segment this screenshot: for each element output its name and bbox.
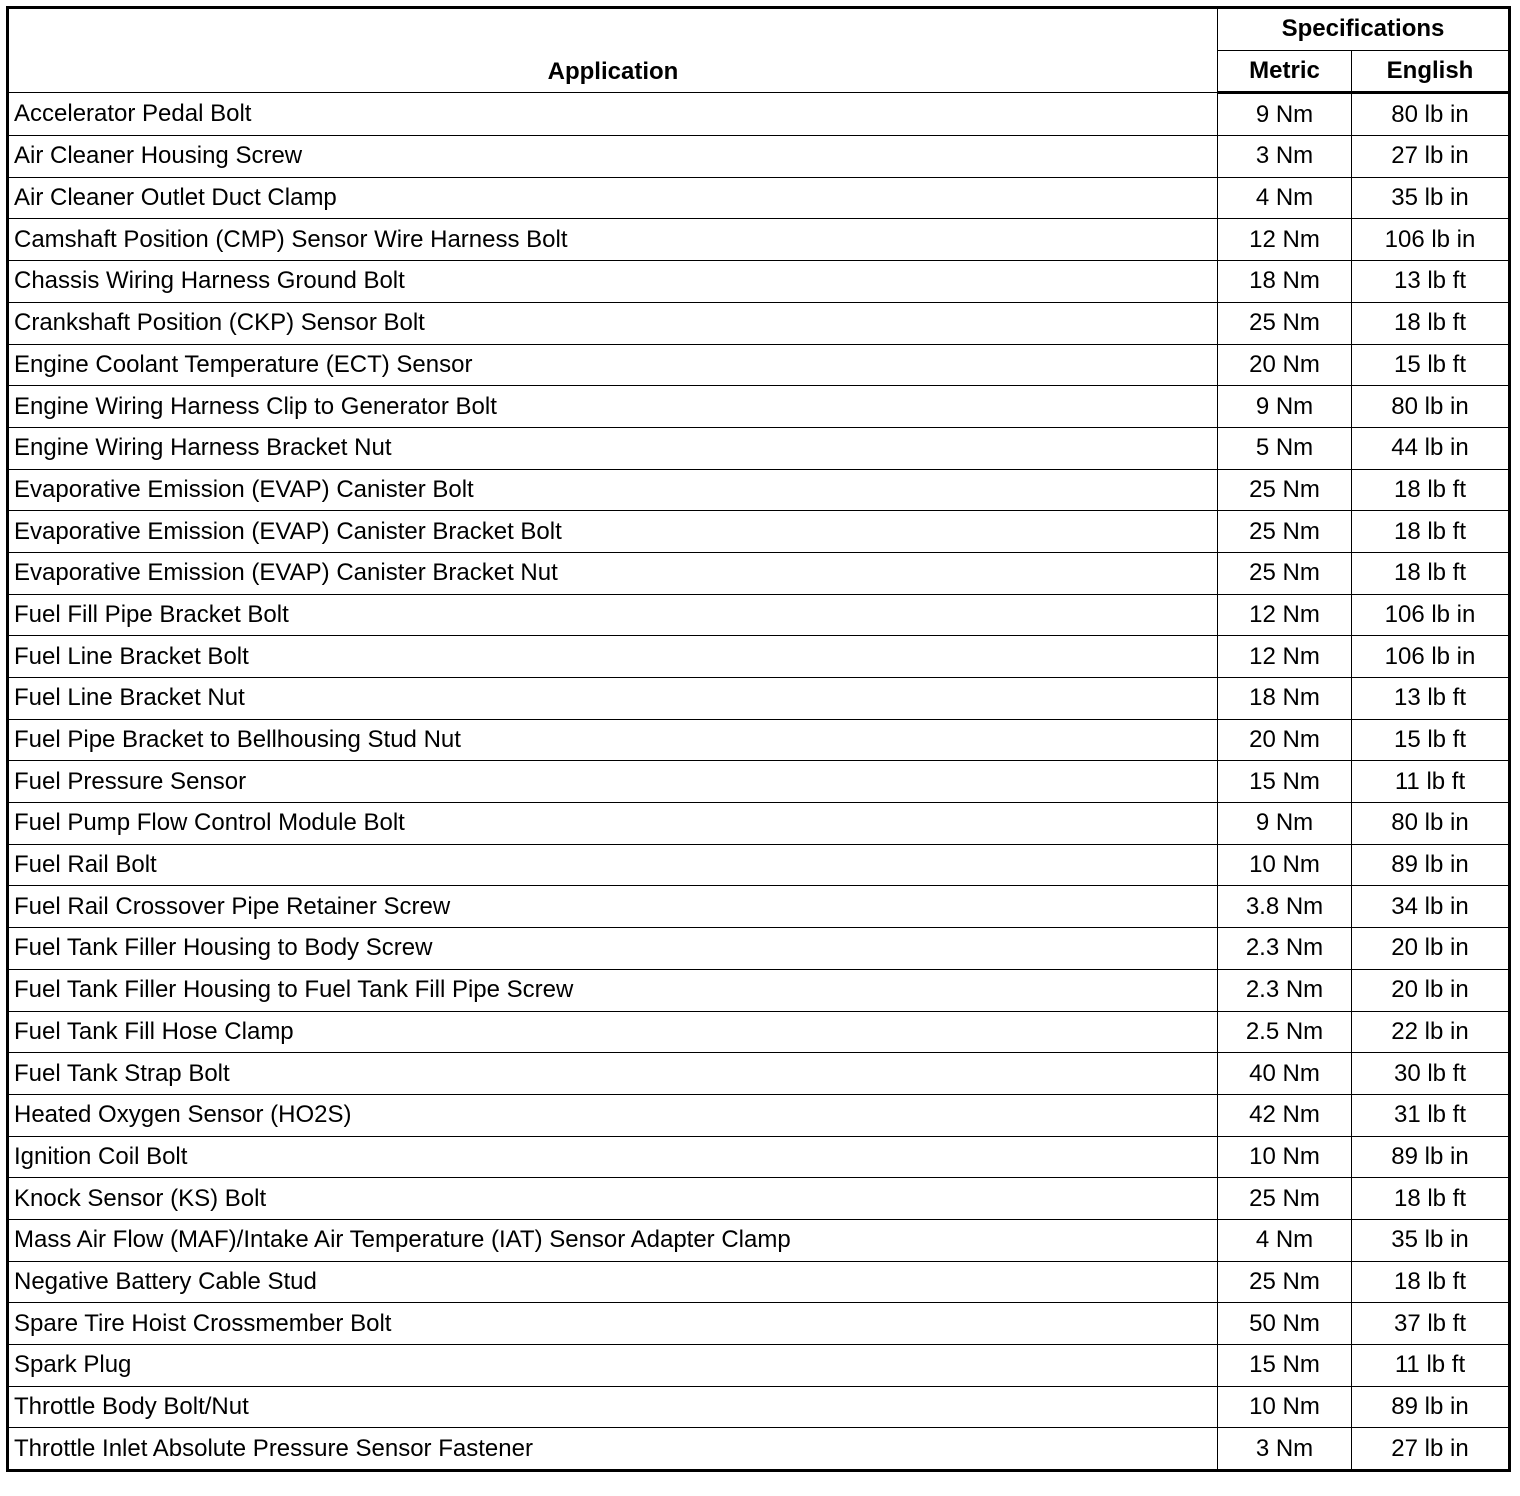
application-cell: Heated Oxygen Sensor (HO2S) xyxy=(8,1094,1218,1136)
application-cell: Evaporative Emission (EVAP) Canister Bolt xyxy=(8,469,1218,511)
metric-cell: 25 Nm xyxy=(1218,1178,1352,1220)
metric-cell: 2.3 Nm xyxy=(1218,928,1352,970)
english-cell: 15 lb ft xyxy=(1352,719,1510,761)
application-cell: Engine Coolant Temperature (ECT) Sensor xyxy=(8,344,1218,386)
application-cell: Fuel Line Bracket Bolt xyxy=(8,636,1218,678)
table-row xyxy=(8,886,1510,928)
table-row xyxy=(8,219,1510,261)
table-row xyxy=(8,552,1510,594)
english-cell: 11 lb ft xyxy=(1352,761,1510,803)
table-row xyxy=(8,1136,1510,1178)
application-cell: Fuel Fill Pipe Bracket Bolt xyxy=(8,594,1218,636)
table-row xyxy=(8,261,1510,303)
metric-cell: 18 Nm xyxy=(1218,261,1352,303)
table-row xyxy=(8,427,1510,469)
table-row xyxy=(8,969,1510,1011)
table-row xyxy=(8,761,1510,803)
english-cell: 106 lb in xyxy=(1352,594,1510,636)
application-cell: Ignition Coil Bolt xyxy=(8,1136,1218,1178)
torque-spec-table xyxy=(6,6,1511,1472)
metric-cell: 25 Nm xyxy=(1218,1261,1352,1303)
english-cell: 13 lb ft xyxy=(1352,261,1510,303)
application-cell: Knock Sensor (KS) Bolt xyxy=(8,1178,1218,1220)
table-row xyxy=(8,136,1510,178)
metric-cell: 42 Nm xyxy=(1218,1094,1352,1136)
table-header xyxy=(8,8,1510,93)
metric-cell: 40 Nm xyxy=(1218,1053,1352,1095)
english-cell: 89 lb in xyxy=(1352,1136,1510,1178)
metric-cell: 4 Nm xyxy=(1218,177,1352,219)
application-cell: Throttle Body Bolt/Nut xyxy=(8,1386,1218,1428)
application-cell: Fuel Rail Crossover Pipe Retainer Screw xyxy=(8,886,1218,928)
english-header: English xyxy=(1352,50,1510,93)
metric-cell: 5 Nm xyxy=(1218,427,1352,469)
table-row xyxy=(8,1345,1510,1387)
table-row xyxy=(8,93,1510,136)
metric-cell: 2.5 Nm xyxy=(1218,1011,1352,1053)
table-row xyxy=(8,1178,1510,1220)
english-cell: 18 lb ft xyxy=(1352,469,1510,511)
english-cell: 18 lb ft xyxy=(1352,552,1510,594)
table-row xyxy=(8,678,1510,720)
english-cell: 89 lb in xyxy=(1352,844,1510,886)
table-row xyxy=(8,1053,1510,1095)
metric-cell: 20 Nm xyxy=(1218,719,1352,761)
application-cell: Throttle Inlet Absolute Pressure Sensor Fastener xyxy=(8,1428,1218,1471)
application-cell: Air Cleaner Housing Screw xyxy=(8,136,1218,178)
table-row xyxy=(8,1219,1510,1261)
english-cell: 35 lb in xyxy=(1352,177,1510,219)
metric-cell: 10 Nm xyxy=(1218,1386,1352,1428)
table-row xyxy=(8,719,1510,761)
english-cell: 35 lb in xyxy=(1352,1219,1510,1261)
metric-cell: 2.3 Nm xyxy=(1218,969,1352,1011)
metric-cell: 9 Nm xyxy=(1218,93,1352,136)
header-row-top xyxy=(8,8,1510,51)
application-cell: Fuel Tank Filler Housing to Body Screw xyxy=(8,928,1218,970)
metric-cell: 50 Nm xyxy=(1218,1303,1352,1345)
application-cell: Fuel Tank Strap Bolt xyxy=(8,1053,1218,1095)
metric-cell: 15 Nm xyxy=(1218,761,1352,803)
table-row xyxy=(8,177,1510,219)
table-row xyxy=(8,386,1510,428)
application-cell: Spare Tire Hoist Crossmember Bolt xyxy=(8,1303,1218,1345)
table-row xyxy=(8,1428,1510,1471)
english-cell: 34 lb in xyxy=(1352,886,1510,928)
english-cell: 27 lb in xyxy=(1352,1428,1510,1471)
table-row xyxy=(8,594,1510,636)
table-row xyxy=(8,1094,1510,1136)
metric-cell: 20 Nm xyxy=(1218,344,1352,386)
metric-cell: 18 Nm xyxy=(1218,678,1352,720)
english-cell: 80 lb in xyxy=(1352,93,1510,136)
english-cell: 18 lb ft xyxy=(1352,302,1510,344)
english-cell: 89 lb in xyxy=(1352,1386,1510,1428)
application-cell: Fuel Tank Filler Housing to Fuel Tank Fill Pipe Screw xyxy=(8,969,1218,1011)
metric-cell: 12 Nm xyxy=(1218,219,1352,261)
english-cell: 31 lb ft xyxy=(1352,1094,1510,1136)
application-cell: Engine Wiring Harness Clip to Generator Bolt xyxy=(8,386,1218,428)
application-cell: Mass Air Flow (MAF)/Intake Air Temperature (IAT) Sensor Adapter Clamp xyxy=(8,1219,1218,1261)
application-cell: Fuel Rail Bolt xyxy=(8,844,1218,886)
table-row xyxy=(8,469,1510,511)
metric-cell: 25 Nm xyxy=(1218,469,1352,511)
english-cell: 18 lb ft xyxy=(1352,511,1510,553)
metric-cell: 10 Nm xyxy=(1218,1136,1352,1178)
metric-cell: 25 Nm xyxy=(1218,511,1352,553)
table-row xyxy=(8,1303,1510,1345)
metric-cell: 9 Nm xyxy=(1218,386,1352,428)
table-row xyxy=(8,1261,1510,1303)
application-cell: Fuel Pipe Bracket to Bellhousing Stud Nut xyxy=(8,719,1218,761)
english-cell: 27 lb in xyxy=(1352,136,1510,178)
metric-cell: 25 Nm xyxy=(1218,302,1352,344)
english-cell: 80 lb in xyxy=(1352,386,1510,428)
metric-cell: 25 Nm xyxy=(1218,552,1352,594)
application-cell: Engine Wiring Harness Bracket Nut xyxy=(8,427,1218,469)
application-cell: Fuel Tank Fill Hose Clamp xyxy=(8,1011,1218,1053)
metric-cell: 4 Nm xyxy=(1218,1219,1352,1261)
english-cell: 13 lb ft xyxy=(1352,678,1510,720)
table-body xyxy=(8,93,1510,1471)
metric-cell: 3 Nm xyxy=(1218,136,1352,178)
metric-cell: 12 Nm xyxy=(1218,594,1352,636)
table-row xyxy=(8,344,1510,386)
english-cell: 30 lb ft xyxy=(1352,1053,1510,1095)
application-cell: Evaporative Emission (EVAP) Canister Bracket Nut xyxy=(8,552,1218,594)
metric-cell: 3.8 Nm xyxy=(1218,886,1352,928)
english-cell: 18 lb ft xyxy=(1352,1178,1510,1220)
application-cell: Camshaft Position (CMP) Sensor Wire Harness Bolt xyxy=(8,219,1218,261)
metric-cell: 12 Nm xyxy=(1218,636,1352,678)
table-row xyxy=(8,511,1510,553)
application-cell: Air Cleaner Outlet Duct Clamp xyxy=(8,177,1218,219)
english-cell: 80 lb in xyxy=(1352,803,1510,845)
table-row xyxy=(8,928,1510,970)
table-row xyxy=(8,636,1510,678)
application-cell: Negative Battery Cable Stud xyxy=(8,1261,1218,1303)
application-cell: Fuel Pressure Sensor xyxy=(8,761,1218,803)
application-cell: Chassis Wiring Harness Ground Bolt xyxy=(8,261,1218,303)
table-row xyxy=(8,302,1510,344)
application-cell: Accelerator Pedal Bolt xyxy=(8,93,1218,136)
table-row xyxy=(8,803,1510,845)
specifications-header: Specifications xyxy=(1218,8,1510,51)
english-cell: 15 lb ft xyxy=(1352,344,1510,386)
english-cell: 20 lb in xyxy=(1352,928,1510,970)
application-cell: Fuel Pump Flow Control Module Bolt xyxy=(8,803,1218,845)
application-cell: Fuel Line Bracket Nut xyxy=(8,678,1218,720)
application-cell: Spark Plug xyxy=(8,1345,1218,1387)
english-cell: 11 lb ft xyxy=(1352,1345,1510,1387)
table-row xyxy=(8,844,1510,886)
metric-header: Metric xyxy=(1218,50,1352,93)
table-row xyxy=(8,1011,1510,1053)
metric-cell: 3 Nm xyxy=(1218,1428,1352,1471)
metric-cell: 9 Nm xyxy=(1218,803,1352,845)
english-cell: 18 lb ft xyxy=(1352,1261,1510,1303)
application-cell: Crankshaft Position (CKP) Sensor Bolt xyxy=(8,302,1218,344)
english-cell: 106 lb in xyxy=(1352,636,1510,678)
metric-cell: 15 Nm xyxy=(1218,1345,1352,1387)
english-cell: 22 lb in xyxy=(1352,1011,1510,1053)
table-row xyxy=(8,1386,1510,1428)
english-cell: 106 lb in xyxy=(1352,219,1510,261)
application-cell: Evaporative Emission (EVAP) Canister Bracket Bolt xyxy=(8,511,1218,553)
english-cell: 44 lb in xyxy=(1352,427,1510,469)
english-cell: 37 lb ft xyxy=(1352,1303,1510,1345)
metric-cell: 10 Nm xyxy=(1218,844,1352,886)
english-cell: 20 lb in xyxy=(1352,969,1510,1011)
application-header: Application xyxy=(8,8,1218,93)
